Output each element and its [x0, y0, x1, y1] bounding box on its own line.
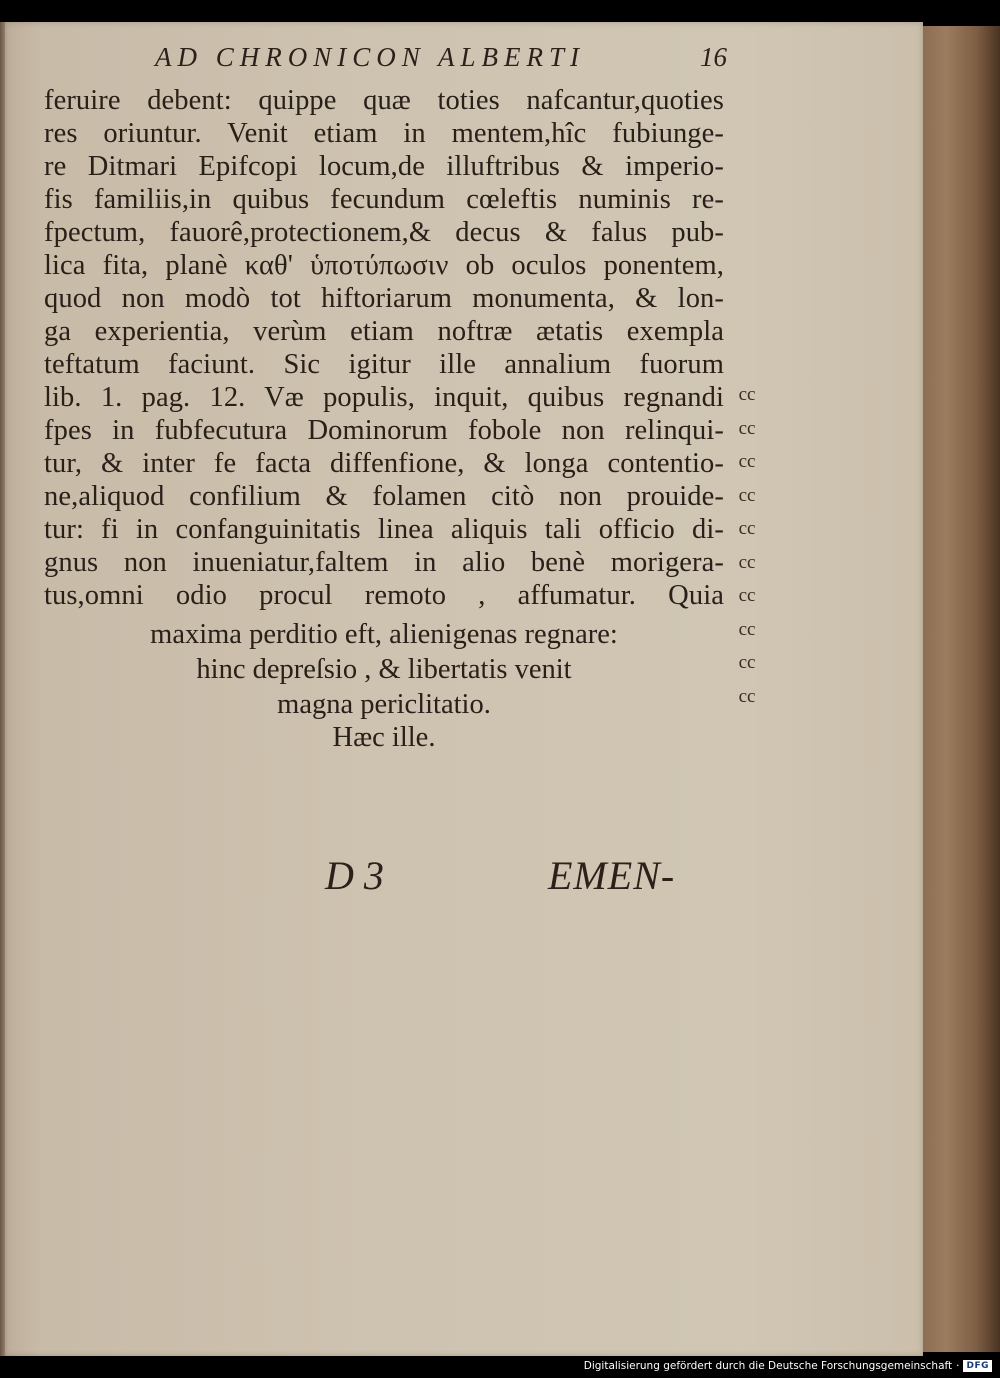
running-title: AD CHRONICON ALBERTI	[155, 42, 586, 72]
footer-text: Digitalisierung gefördert durch die Deutsche Forschungsgemeinschaft	[583, 1360, 953, 1372]
text-line: fis familiis,in quibus fecundum cœleftis numinis re-	[44, 184, 724, 215]
quote-line: maxima perditio eft, alienigenas regnare:	[150, 619, 618, 650]
text-line: quod non modò tot hiftoriarum monumenta, & lon-	[44, 283, 724, 314]
text-line: fpes in fubfecutura Dominorum fobole non relinqui-	[44, 415, 724, 446]
quotation-margin-marks	[732, 378, 762, 713]
digitization-footer: Digitalisierung gefördert durch die Deutsche Forschungsgemeinschaft · DFG	[584, 1360, 992, 1372]
quote-mark: cc	[738, 417, 756, 439]
quote-mark: cc	[738, 451, 756, 472]
closing-line: Hæc ille.	[332, 722, 436, 753]
running-head	[155, 42, 735, 82]
quote-mark: cc	[738, 685, 756, 707]
text-line: teftatum faciunt. Sic igitur ille annalium fuorum	[44, 349, 724, 380]
text-line: tur, & inter fe facta diffenfione, & longa contentio-	[44, 448, 724, 479]
page-number: 16	[700, 42, 727, 72]
signature-mark: D 3	[325, 853, 384, 898]
text-line: lica fita, planè καθ' ὑποτύπωσιν ob oculos ponentem,	[44, 250, 724, 281]
text-line: lib. 1. pag. 12. Væ populis, inquit, quibus regnandi	[44, 382, 724, 413]
catchword: EMEN-	[548, 853, 676, 898]
text-line: feruire debent: quippe quæ toties nafcantur,quoties	[44, 85, 724, 116]
body-text	[44, 84, 724, 612]
quote-mark: cc	[738, 518, 756, 539]
quote-line: hinc depreſsio , & libertatis venit	[196, 654, 572, 685]
quote-mark: cc	[738, 384, 756, 405]
quote-line: magna periclitatio.	[277, 689, 491, 720]
quote-mark: cc	[738, 618, 756, 640]
text-line: tus,omni odio procul remoto , affumatur. Quia	[44, 580, 724, 611]
text-line: ne,aliquod confilium & folamen citò non prouide-	[44, 481, 724, 512]
quote-mark: cc	[738, 585, 756, 606]
dfg-logo-icon: DFG	[963, 1360, 992, 1372]
quote-mark: cc	[738, 484, 756, 506]
text-line: fpectum, fauorê,protectionem,& decus & falus pub-	[44, 217, 724, 248]
quote-mark: cc	[738, 551, 756, 573]
text-line: res oriuntur. Venit etiam in mentem,hîc fubiunge-	[44, 118, 724, 149]
book-fore-edge	[923, 26, 1000, 1352]
text-line: gnus non inueniatur,faltem in alio benè morigera-	[44, 547, 724, 578]
text-line: tur: fi in confanguinitatis linea aliquis tali officio di-	[44, 514, 724, 545]
text-line: re Ditmari Epifcopi locum,de illuftribus & imperio-	[44, 151, 724, 182]
text-line: ga experientia, verùm etiam noftræ ætatis exempla	[44, 316, 724, 347]
quote-mark: cc	[738, 652, 756, 673]
